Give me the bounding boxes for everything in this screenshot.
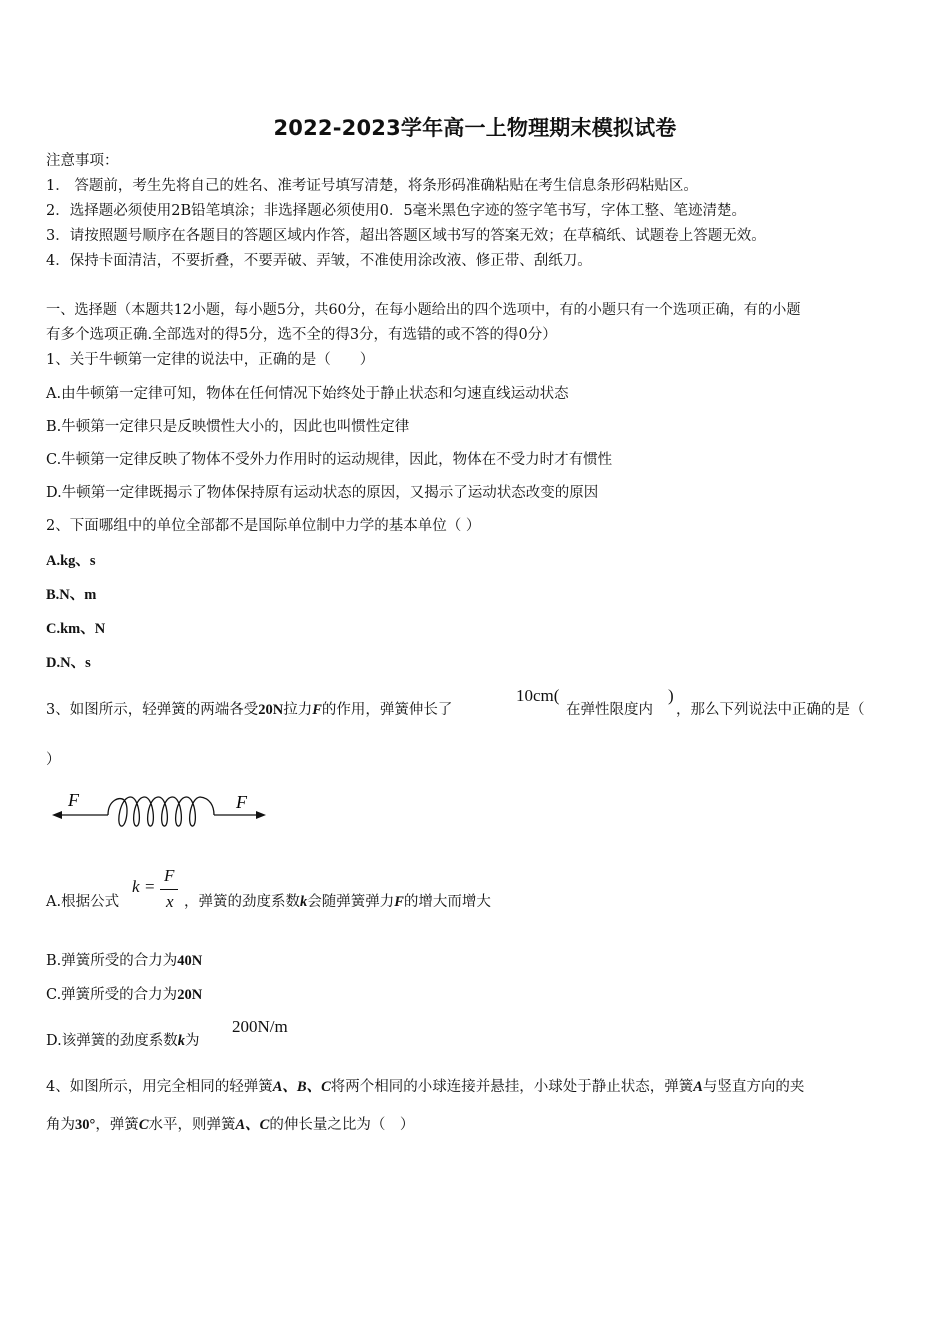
q3-formula-fraction-bar	[160, 889, 178, 890]
q1-option-d: D.牛顿第一定律既揭示了物体保持原有运动状态的原因，又揭示了运动状态改变的原因	[46, 485, 599, 501]
q3-option-b-value: 40N	[177, 953, 203, 969]
spring-coil	[108, 797, 214, 826]
q1-option-c: C.牛顿第一定律反映了物体不受外力作用时的运动规律，因此，物体在不受力时才有惯性	[46, 452, 613, 468]
q3-option-a-rest	[184, 892, 491, 912]
q1-stem: 1、关于牛顿第一定律的说法中，正确的是（ ）	[46, 352, 375, 368]
q3-option-a-text-c: 会随弹簧弹力	[307, 894, 395, 910]
q4-line1-text-b: 将两个相同的小球连接并悬挂，小球处于静止状态，弹簧	[330, 1079, 694, 1095]
q3-option-d	[46, 1031, 199, 1051]
q4-spring-c: C	[138, 1117, 149, 1133]
q3-stem	[46, 700, 452, 720]
q3-option-a-text-d: 的增大而增大	[403, 894, 491, 910]
q2-option-a: A.kg、s	[46, 553, 96, 569]
q3-force-value: 20N	[258, 702, 284, 718]
q3-formula-denominator: x	[166, 892, 174, 911]
q3-option-c-text: C.弹簧所受的合力为	[46, 987, 178, 1003]
q3-option-d-text-b: 为	[184, 1033, 200, 1049]
spring-figure	[50, 788, 270, 832]
spring-left-arrowhead	[52, 811, 62, 819]
q3-extension-math: 10cm(	[516, 686, 560, 705]
q3-force-symbol: F	[312, 702, 322, 718]
notice-item-4: 4．保持卡面清洁，不要折叠，不要弄破、弄皱，不准使用涂改液、修正带、刮纸刀。	[46, 253, 592, 269]
notice-item-2: 2．选择题必须使用2B铅笔填涂；非选择题必须使用0．5毫米黑色字迹的签字笔书写，字体工整、笔迹清楚。	[46, 203, 747, 219]
q1-option-a: A.由牛顿第一定律可知，物体在任何情况下始终处于静止状态和匀速直线运动状态	[46, 386, 569, 402]
q3-formula-k: k	[132, 877, 140, 896]
q3-stem-text-b: 拉力	[283, 702, 313, 718]
q3-option-a-label: A.根据公式	[46, 894, 120, 910]
q3-stem-text-a: 3、如图所示，轻弹簧的两端各受	[46, 702, 259, 718]
q4-line1	[46, 1077, 804, 1097]
q4-line1-text-a: 4、如图所示，用完全相同的轻弹簧	[46, 1079, 273, 1095]
q3-option-a-text-b: ，弹簧的劲度系数	[184, 894, 300, 910]
q4-springs-abc: A、B、C	[272, 1079, 331, 1095]
q2-option-d: D.N、s	[46, 655, 91, 671]
section-heading-line1: 一、选择题（本题共12小题，每小题5分，共60分，在每小题给出的四个选项中，有的小题只有一个选项正确，有的小题	[46, 302, 801, 318]
q3-option-d-text: D.该弹簧的劲度系数	[46, 1033, 178, 1049]
q3-option-c-value: 20N	[177, 987, 203, 1003]
notice-heading: 注意事项：	[46, 153, 119, 169]
q3-option-a-F: F	[394, 894, 404, 910]
spring-right-arrowhead	[256, 811, 266, 819]
spring-left-force-label: F	[68, 790, 79, 810]
q2-option-b: B.N、m	[46, 587, 97, 603]
q3-option-a-k: k	[300, 894, 308, 910]
q4-springs-ac: A、C	[235, 1117, 270, 1133]
q4-line2-text-c: 水平，则弹簧	[148, 1117, 236, 1133]
q3-stem-text-c: 的作用，弹簧伸长了	[321, 702, 453, 718]
q3-option-c	[46, 985, 202, 1005]
q3-formula-numerator: F	[164, 866, 175, 885]
q1-option-b: B.牛顿第一定律只是反映惯性大小的，因此也叫惯性定律	[46, 419, 410, 435]
notice-item-1: 1． 答题前，考生先将自己的姓名、准考证号填写清楚，将条形码准确粘贴在考生信息条形码粘贴区。	[46, 178, 698, 194]
q4-line2-text-a: 角为	[46, 1117, 75, 1133]
q3-close-paren: )	[668, 686, 674, 705]
q4-line2-text-b: ，弹簧	[95, 1117, 139, 1133]
q3-stem-text-d: 在弹性限度内	[566, 702, 653, 718]
q3-formula-equals: =	[145, 877, 155, 896]
page-title: 2022-2023学年高一上物理期末模拟试卷	[273, 116, 677, 140]
q3-option-b-text: B.弹簧所受的合力为	[46, 953, 178, 969]
notice-item-3: 3．请按照题号顺序在各题目的答题区域内作答，超出答题区域书写的答案无效；在草稿纸、试题卷上答题无效。	[46, 228, 766, 244]
q2-option-c: C.km、N	[46, 621, 106, 637]
section-heading-line2: 有多个选项正确.全部选对的得5分，选不全的得3分，有选错的或不答的得0分）	[46, 327, 557, 343]
spring-right-force-label: F	[236, 792, 247, 812]
q4-line2-text-d: 的伸长量之比为（ ）	[269, 1117, 415, 1133]
q3-option-d-math: 200N/m	[232, 1017, 288, 1036]
q3-stem-close: ）	[46, 752, 61, 768]
q4-angle: 30°	[75, 1117, 96, 1133]
q3-stem-text-e: ，那么下列说法中正确的是（	[676, 702, 865, 718]
q3-option-b	[46, 951, 202, 971]
q4-line2	[46, 1115, 414, 1135]
q4-spring-a: A	[693, 1079, 703, 1095]
q2-stem: 2、下面哪组中的单位全部都不是国际单位制中力学的基本单位（ ）	[46, 518, 481, 534]
q3-option-d-k: k	[177, 1033, 185, 1049]
q4-line1-text-c: 与竖直方向的夹	[702, 1079, 805, 1095]
